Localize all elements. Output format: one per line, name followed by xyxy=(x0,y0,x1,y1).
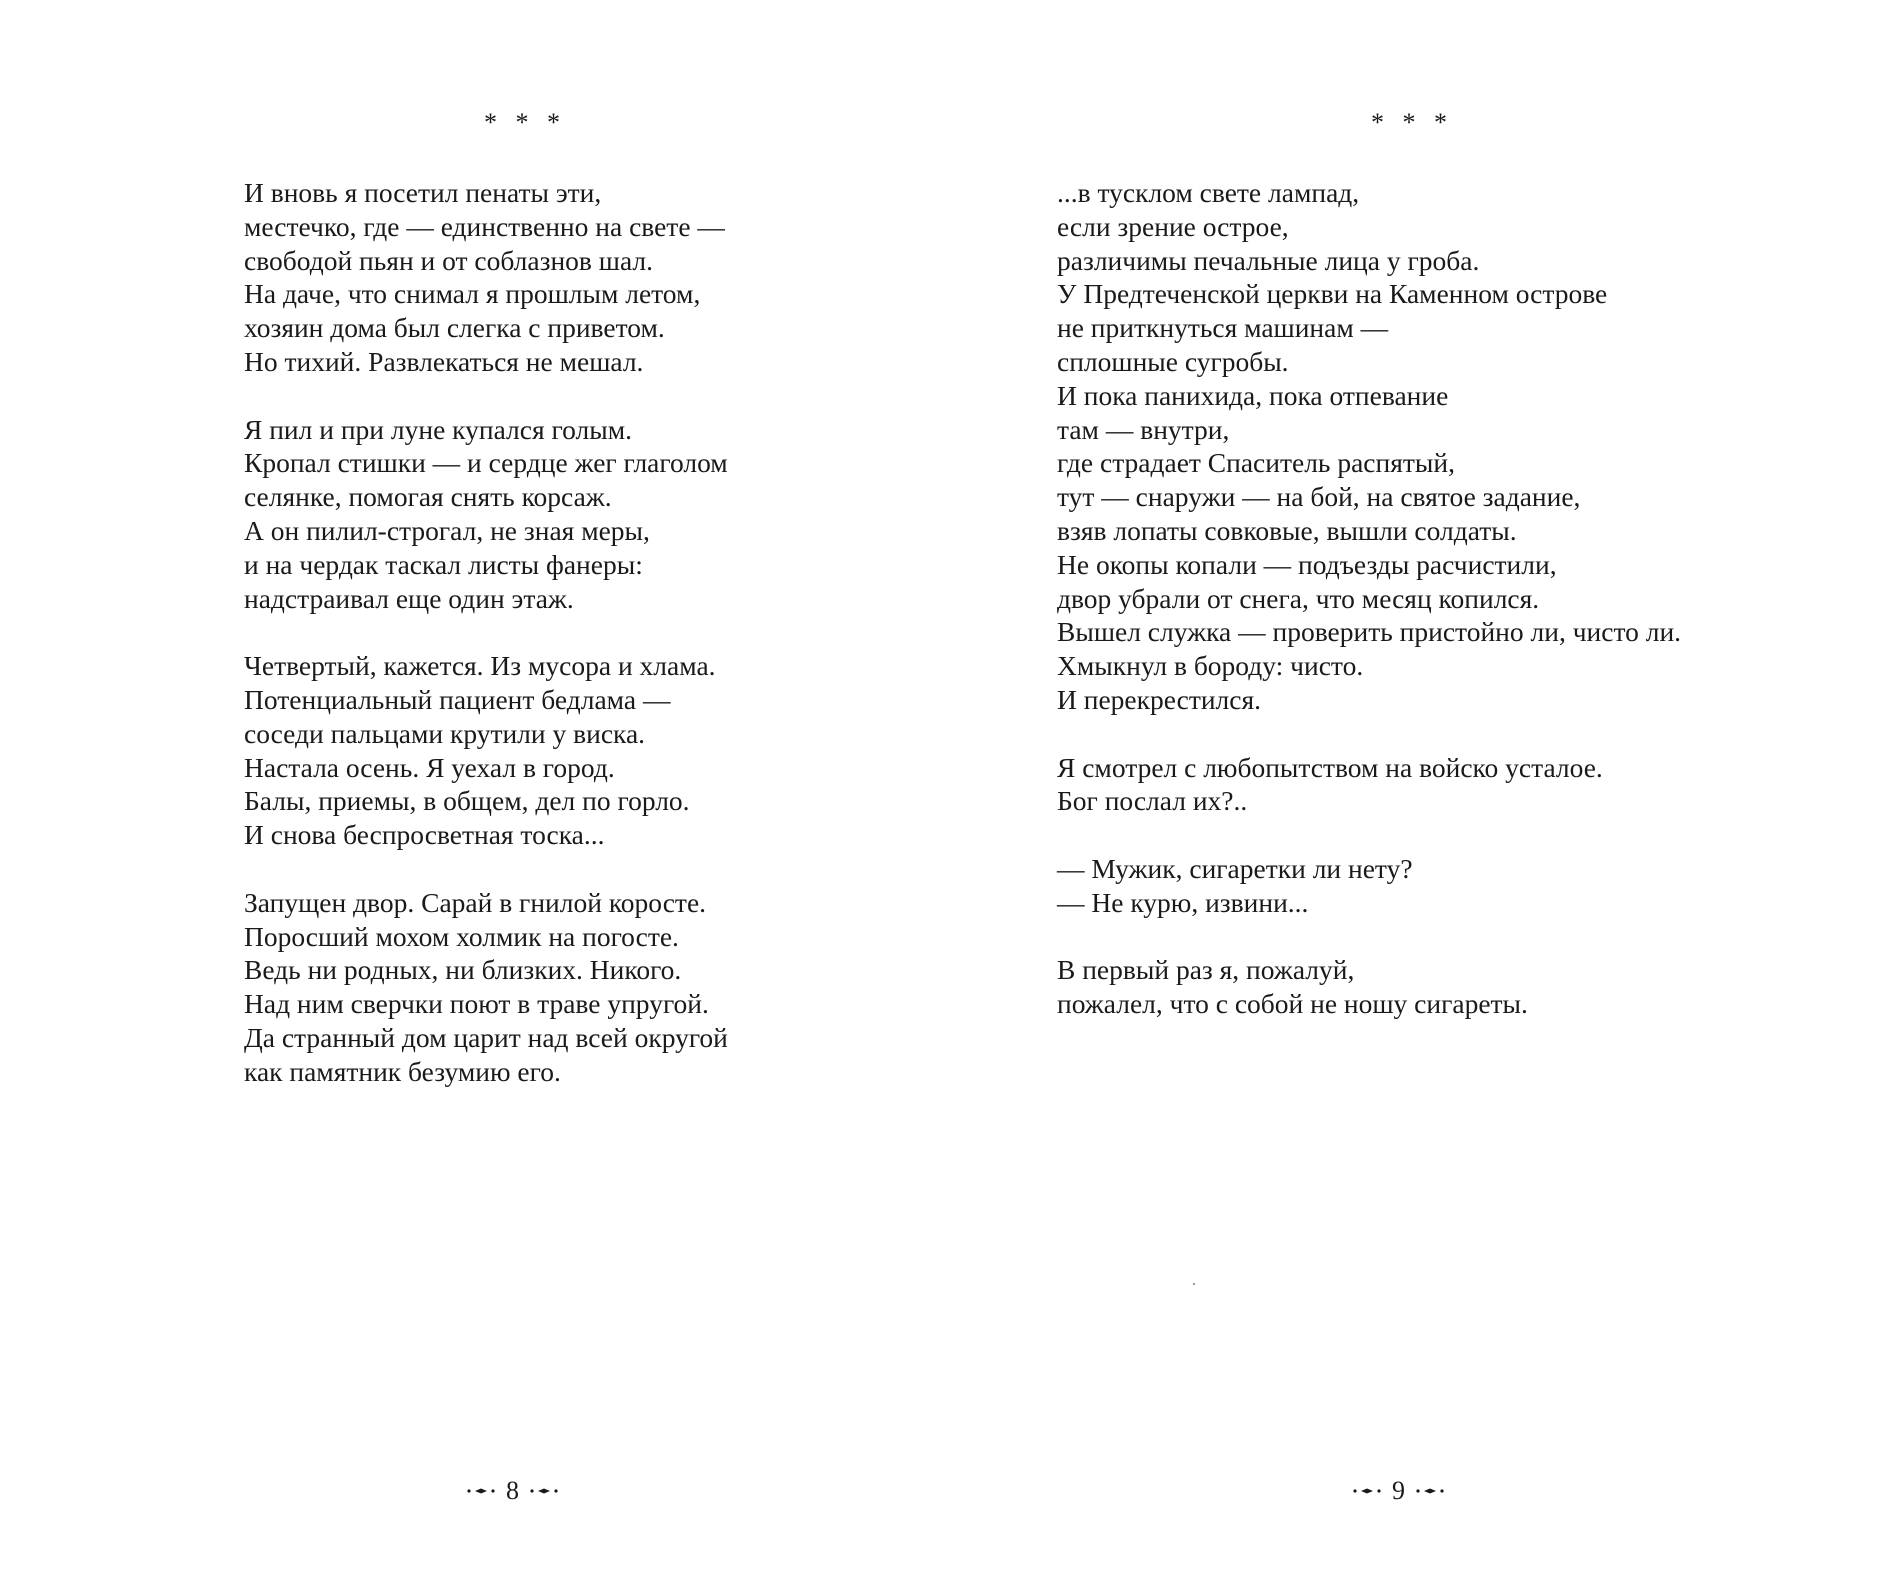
poem-line: хозяин дома был слегка с приветом. xyxy=(244,312,665,344)
poem-line: ...в тусклом свете лампад, xyxy=(1057,177,1360,208)
diamond-dot-ornament-icon xyxy=(1415,1486,1445,1496)
poem-line: Настала осень. Я уехал в город. xyxy=(244,751,615,783)
poem-line: Ведь ни родных, ни близких. Никого. xyxy=(244,954,682,986)
poem-line: если зрение острое, xyxy=(1057,210,1289,242)
poem-line: И вновь я посетил пенаты эти, xyxy=(244,177,602,208)
stanza xyxy=(1057,751,1681,819)
poem-line: не приткнуться машинам — xyxy=(1057,312,1389,344)
poem-line: соседи пальцами крутили у виска. xyxy=(244,717,646,749)
poem-line: двор убрали от снега, что месяц копился. xyxy=(1057,582,1540,614)
stanza xyxy=(244,176,728,379)
right-page xyxy=(945,0,1890,1576)
page-number: 8 xyxy=(506,1476,519,1505)
poem-right xyxy=(1057,176,1681,1055)
poem-line: На даче, что снимал я прошлым летом, xyxy=(244,278,701,310)
section-separator: * * * xyxy=(484,108,566,137)
poem-line: Поросший мохом холмик на погосте. xyxy=(244,920,679,952)
poem-line: — Не курю, извини... xyxy=(1057,886,1309,918)
poem-line: различимы печальные лица у гроба. xyxy=(1057,244,1480,276)
poem-line: надстраивал еще один этаж. xyxy=(244,582,574,614)
poem-line: Четвертый, кажется. Из мусора и хлама. xyxy=(244,650,716,682)
diamond-dot-ornament-icon xyxy=(1352,1486,1382,1496)
stanza xyxy=(1057,953,1681,1021)
poem-line: Балы, приемы, в общем, дел по горло. xyxy=(244,785,690,817)
stanza xyxy=(1057,176,1681,717)
section-separator: * * * xyxy=(1371,108,1453,137)
poem-line: тут — снаружи — на бой, на святое задание, xyxy=(1057,481,1581,513)
diamond-dot-ornament-icon xyxy=(529,1486,559,1496)
poem-line: Вышел служка — проверить пристойно ли, чисто ли. xyxy=(1057,616,1682,648)
poem-line: А он пилил-строгал, не зная меры, xyxy=(244,514,650,546)
poem-line: свободой пьян и от соблазнов шал. xyxy=(244,244,654,276)
poem-line: И перекрестился. xyxy=(1057,683,1262,715)
stanza xyxy=(1057,852,1681,920)
poem-line: Над ним сверчки поют в траве упругой. xyxy=(244,988,709,1020)
poem-line: пожалел, что с собой не ношу сигареты. xyxy=(1057,988,1528,1020)
poem-line: селянке, помогая снять корсаж. xyxy=(244,481,612,513)
poem-left xyxy=(244,176,728,1122)
poem-line: Я пил и при луне купался голым. xyxy=(244,413,632,445)
poem-line: сплошные сугробы. xyxy=(1057,345,1289,377)
poem-line: И пока панихида, пока отпевание xyxy=(1057,379,1449,411)
poem-line: там — внутри, xyxy=(1057,413,1230,445)
poem-line: Но тихий. Развлекаться не мешал. xyxy=(244,345,644,377)
page-number-footer xyxy=(466,1476,559,1506)
poem-line: где страдает Спаситель распятый, xyxy=(1057,447,1455,479)
diamond-dot-ornament-icon xyxy=(466,1486,496,1496)
stanza xyxy=(244,413,728,616)
poem-line: как памятник безумию его. xyxy=(244,1055,561,1087)
print-speck xyxy=(1193,1283,1195,1285)
poem-line: Запущен двор. Сарай в гнилой коросте. xyxy=(244,886,707,918)
stanza xyxy=(244,649,728,852)
poem-line: Не окопы копали — подъезды расчистили, xyxy=(1057,548,1557,580)
poem-line: Хмыкнул в бороду: чисто. xyxy=(1057,650,1364,682)
poem-line: — Мужик, сигаретки ли нету? xyxy=(1057,852,1413,884)
poem-line: Потенциальный пациент бедлама — xyxy=(244,683,671,715)
poem-line: Бог послал их?.. xyxy=(1057,785,1248,817)
poem-line: Да странный дом царит над всей округой xyxy=(244,1021,728,1053)
poem-line: местечко, где — единственно на свете — xyxy=(244,210,725,242)
poem-line: взяв лопаты совковые, вышли солдаты. xyxy=(1057,514,1517,546)
poem-line: Кропал стишки — и сердце жег глаголом xyxy=(244,447,728,479)
poem-line: В первый раз я, пожалуй, xyxy=(1057,954,1355,986)
page-number: 9 xyxy=(1392,1476,1405,1505)
stanza xyxy=(244,886,728,1089)
poem-line: и на чердак таскал листы фанеры: xyxy=(244,548,643,580)
poem-line: И снова беспросветная тоска... xyxy=(244,819,605,851)
poem-line: У Предтеченской церкви на Каменном острове xyxy=(1057,278,1608,310)
page-number-footer xyxy=(1352,1476,1445,1506)
poem-line: Я смотрел с любопытством на войско усталое. xyxy=(1057,751,1603,783)
